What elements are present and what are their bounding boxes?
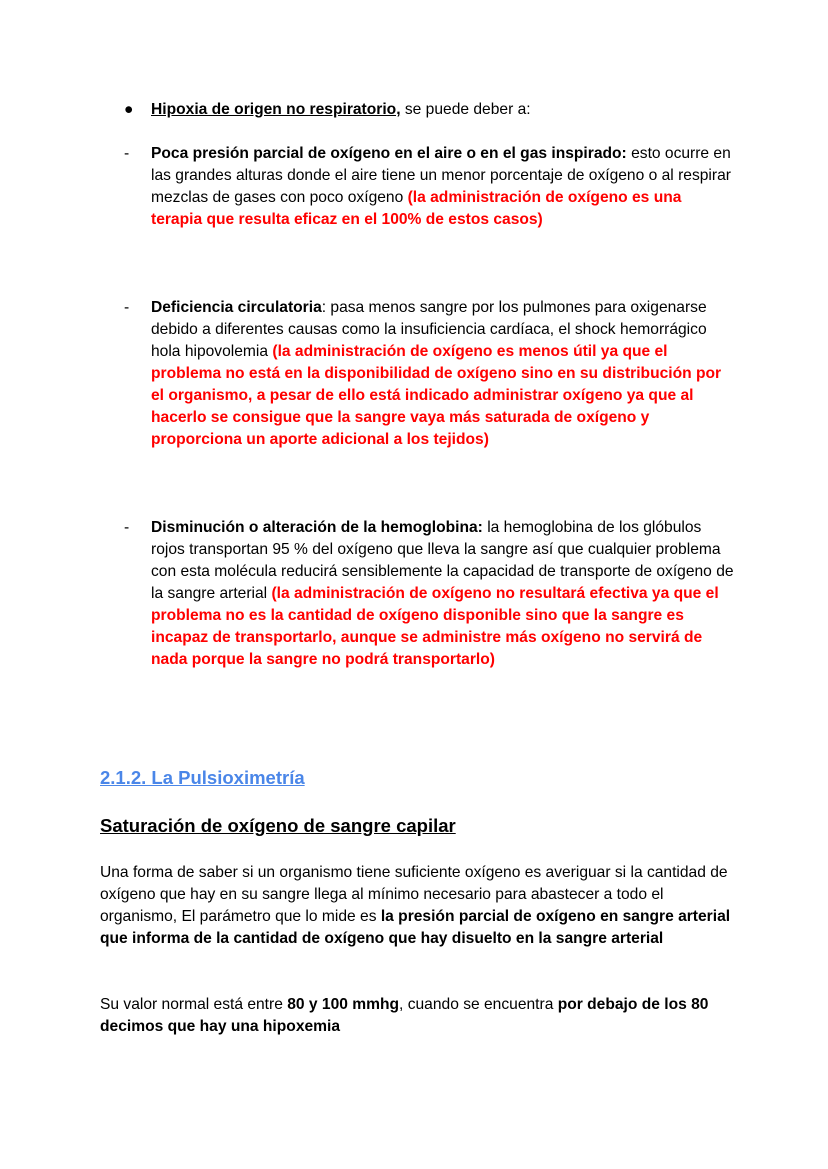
dash-marker: - <box>124 519 130 536</box>
item-text: esto ocurre en las grandes alturas donde el aire tiene un menor porcentaje de oxígeno o al respirar mezclas de gases con poco oxígeno <box>151 145 731 206</box>
paragraph <box>100 862 732 950</box>
item-note: (la administración de oxígeno no resultará efectiva ya que el problema no es la cantidad de oxígeno disponible sino que la sangre es incapaz de transportarlo, aunque se administre más oxígeno no servirá de nada porque la sangre no podrá transportarlo) <box>151 585 719 668</box>
list-item-text <box>151 297 736 451</box>
bullet-icon: ● <box>124 101 134 118</box>
bullet-rest: se puede deber a: <box>400 101 531 118</box>
list-item-text <box>151 143 736 231</box>
item-note: (la administración de oxígeno es menos útil ya que el problema no está en la disponibilidad de oxígeno sino en su distribución por el organismo, a pesar de ello está indicado administrar oxígeno ya que al hacerlo se consigue que la sangre vaya más saturada de oxígeno y proporciona un aporte adicional a los tejidos) <box>151 343 722 448</box>
dash-marker: - <box>124 145 130 162</box>
list-item-text <box>151 517 736 671</box>
paragraph-text: , cuando se encuentra <box>399 996 558 1013</box>
item-title: Disminución o alteración de la hemoglobina: <box>151 519 483 536</box>
paragraph <box>100 994 732 1038</box>
hypoxemia-threshold: por debajo de los 80 decimos que hay una hipoxemia <box>100 996 709 1035</box>
paragraph-bold: la presión parcial de oxígeno en sangre arterial que informa de la cantidad de oxígeno que hay disuelto en la sangre arterial <box>100 908 731 947</box>
paragraph-text: Su valor normal está entre <box>100 996 288 1013</box>
item-note: (la administración de oxígeno es una terapia que resulta eficaz en el 100% de estos casos) <box>151 189 682 228</box>
paragraph-text: Una forma de saber si un organismo tiene suficiente oxígeno es averiguar si la cantidad de oxígeno que hay en su sangre llega al mínimo necesario para abastecer a todo el organismo, El parámetro que lo mide es <box>100 864 728 925</box>
bullet-text <box>151 99 531 121</box>
subheading: Saturación de oxígeno de sangre capilar <box>100 815 456 836</box>
bullet-title: Hipoxia de origen no respiratorio, <box>151 101 401 118</box>
dash-marker: - <box>124 299 130 316</box>
item-text: : pasa menos sangre por los pulmones para oxigenarse debido a diferentes causas como la insuficiencia cardíaca, el shock hemorrágico hola hipovolemia <box>151 299 707 360</box>
item-text: la hemoglobina de los glóbulos rojos transportan 95 % del oxígeno que lleva la sangre así que cualquier problema con esta molécula reducirá sensiblemente la capacidad de transporte de oxígeno de la sangre arterial <box>151 519 734 602</box>
section-heading[interactable]: 2.1.2. La Pulsioximetría <box>100 767 305 788</box>
item-title: Deficiencia circulatoria <box>151 299 322 316</box>
item-title: Poca presión parcial de oxígeno en el aire o en el gas inspirado: <box>151 145 627 162</box>
normal-range: 80 y 100 mmhg <box>287 996 400 1013</box>
